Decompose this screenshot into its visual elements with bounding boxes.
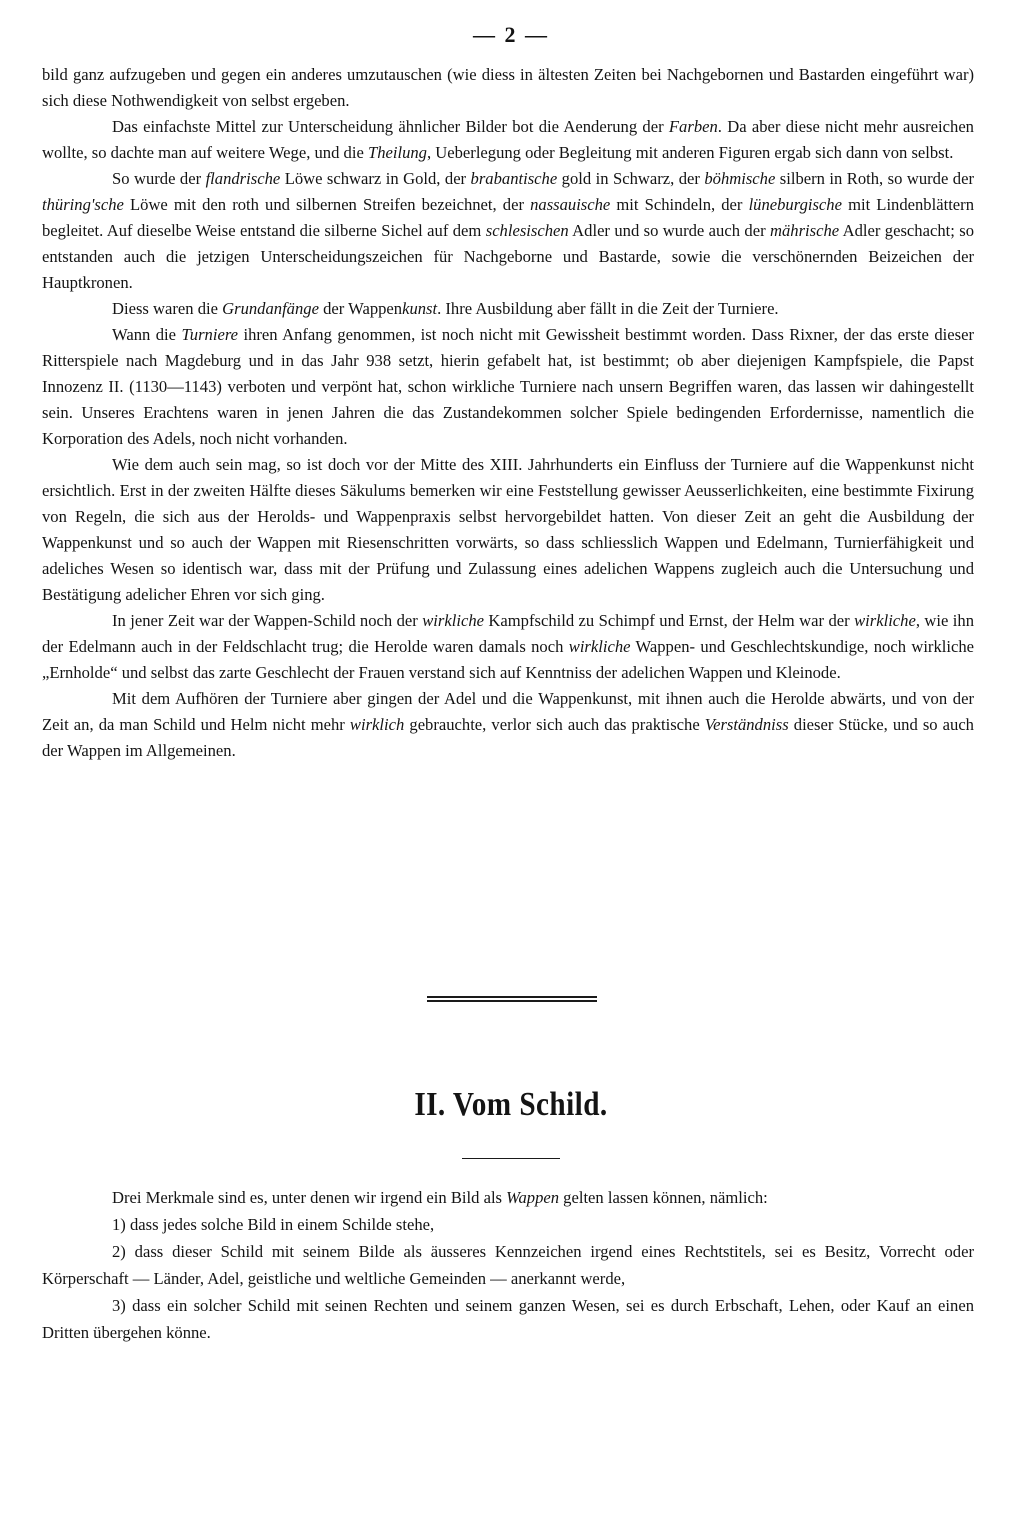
section-paragraph: [42, 1184, 974, 1211]
text-run: . Ihre Ausbildung aber fällt in die Zeit der Turniere.: [437, 299, 779, 318]
italic-text: wirkliche: [854, 611, 916, 630]
italic-text: mährische: [770, 221, 840, 240]
text-run: Wie dem auch sein mag, so ist doch vor der Mitte des XIII. Jahrhunderts ein Einfluss der Turniere auf die Wappenkunst nicht ersichtlich. Erst in der zweiten Hälfte dieses Säkulums bemerken wir eine Feststellung gewisser Aeusserlichkeiten, eine bestimmte Fixirung von Regeln, die sich aus der Herolds- und Wappenpraxis selbst hervorgebildet hatten. Von dieser Zeit an geht die Ausbildung der Wappenkunst und so auch der Wappen mit Riesenschritten vorwärts, so dass schliesslich Wappen und Edelmann, Turnierfähigkeit und adeliches Wesen so identisch war, dass mit der Prüfung und Zulassung eines adelichen Wappens zugleich auch die Untersuchung und Bestätigung adelicher Ehren vor sich ging.: [42, 455, 974, 604]
main-text-body: [42, 62, 974, 764]
text-run: Mit dem Aufhören der Turniere aber gingen der Adel und die Wappenkunst, mit ihnen auch die Herolde abwärts, und von der Zeit an, da man Schild und Helm nicht mehr: [42, 689, 974, 734]
italic-text: Turniere: [181, 325, 239, 344]
section-list-item: [42, 1211, 974, 1238]
italic-text: kunst: [402, 299, 438, 318]
text-run: Adler und so wurde auch der: [568, 221, 770, 240]
paragraph: [42, 322, 974, 452]
text-run: gold in Schwarz, der: [557, 169, 705, 188]
paragraph: [42, 114, 974, 166]
text-run: 2) dass dieser Schild mit seinem Bilde als äusseres Kennzeichen irgend eines Rechtstitels, sei es Besitz, Vorrecht oder Körperschaft — Länder, Adel, geistliche und weltliche Gemeinden — anerkannt werde,: [42, 1242, 974, 1288]
italic-text: nassauische: [530, 195, 611, 214]
text-run: bild ganz aufzugeben und gegen ein anderes umzutauschen (wie diess in ältesten Zeiten bei Nachgebornen und Bastarden eingeführt war) sich diese Nothwendigkeit von selbst ergeben.: [42, 65, 974, 110]
italic-text: Farben: [668, 117, 718, 136]
italic-text: thüring'sche: [42, 195, 124, 214]
text-run: mit Lindenblättern begleitet. Auf dieselbe Weise entstand die silberne Sichel auf dem: [42, 195, 974, 240]
italic-text: wirkliche: [568, 637, 631, 656]
text-run: Adler geschacht; so entstanden auch die jetzigen Unterscheidungszeichen für Nachgeborne und Bastarde, sowie die verschönernden Beizeichen der Hauptkronen.: [42, 221, 974, 292]
text-run: silbern in Roth, so wurde der: [775, 169, 974, 188]
italic-text: Wappen: [506, 1188, 560, 1207]
italic-text: wirklich: [349, 715, 405, 734]
italic-text: Theilung: [367, 143, 427, 162]
text-run: Löwe mit den roth und silbernen Streifen bezeichnet, der: [123, 195, 531, 214]
section-list-item: [42, 1292, 974, 1346]
text-run: 3) dass ein solcher Schild mit seinen Rechten und seinem ganzen Wesen, sei es durch Erbschaft, Lehen, oder Kauf an einen Dritten übergehen könne.: [42, 1296, 974, 1342]
text-run: dieser Stücke, und so auch der Wappen im Allgemeinen.: [42, 715, 974, 760]
italic-text: flandrische: [205, 169, 281, 188]
section-text-body: [42, 1184, 974, 1346]
title-underline: [462, 1158, 560, 1159]
text-run: Wann die: [112, 325, 182, 344]
text-run: mit Schindeln, der: [610, 195, 749, 214]
paragraph: [42, 62, 974, 114]
italic-text: wirkliche: [422, 611, 484, 630]
text-run: der Wappen: [318, 299, 403, 318]
text-run: , wie ihn der Edelmann auch in der Feldschlacht trug; die Herolde waren damals noch: [42, 611, 974, 656]
text-run: Das einfachste Mittel zur Unterscheidung ähnlicher Bilder bot die Aenderung der: [112, 117, 669, 136]
text-run: 1) dass jedes solche Bild in einem Schilde stehe,: [112, 1215, 435, 1234]
italic-text: lüneburgische: [748, 195, 842, 214]
text-run: Löwe schwarz in Gold, der: [280, 169, 471, 188]
text-run: Drei Merkmale sind es, unter denen wir irgend ein Bild als: [112, 1188, 507, 1207]
paragraph: [42, 296, 974, 322]
text-run: Kampfschild zu Schimpf und Ernst, der Helm war der: [483, 611, 855, 630]
italic-text: Grundanfänge: [222, 299, 319, 318]
text-run: So wurde der: [112, 169, 206, 188]
text-run: gelten lassen können, nämlich:: [559, 1188, 768, 1207]
text-run: In jener Zeit war der Wappen-Schild noch der: [112, 611, 423, 630]
italic-text: böhmische: [704, 169, 776, 188]
italic-text: schlesischen: [485, 221, 569, 240]
italic-text: Verständniss: [704, 715, 789, 734]
paragraph: [42, 686, 974, 764]
text-run: , Ueberlegung oder Begleitung mit anderen Figuren ergab sich dann von selbst.: [426, 143, 954, 162]
text-run: ihren Anfang genommen, ist noch nicht mit Gewissheit bestimmt worden. Dass Rixner, der das erste dieser Ritterspiele nach Magdeburg und in das Jahr 938 setzt, hierin gefabelt hat, ist bestimmt; ob aber diejenigen Kampfspiele, die Papst Innozenz II. (1130—1143) verboten und verpönt hat, schon wirkliche Turniere nach unsern Begriffen waren, das lassen wir dahingestellt sein. Unseres Erachtens waren in jenen Jahren die das Zustandekommen solcher Spiele bedingenden Erfordernisse, namentlich die Korporation des Adels, noch nicht vorhanden.: [42, 325, 974, 448]
text-run: . Da aber diese nicht mehr ausreichen wollte, so dachte man auf weitere Wege, und die: [42, 117, 974, 162]
text-run: gebrauchte, verlor sich auch das praktische: [404, 715, 705, 734]
paragraph: [42, 452, 974, 608]
text-run: Wappen- und Geschlechtskundige, noch wirkliche „Ernholde“ und selbst das zarte Geschlecht der Frauen verstand sich auf Kenntniss der adelichen Wappen und Kleinode.: [42, 637, 974, 682]
section-title: II. Vom Schild.: [414, 1086, 608, 1123]
text-run: Diess waren die: [112, 299, 223, 318]
paragraph: [42, 608, 974, 686]
page-number: — 2 —: [473, 22, 549, 47]
paragraph: [42, 166, 974, 296]
italic-text: brabantische: [470, 169, 558, 188]
section-list-item: [42, 1238, 974, 1292]
section-divider-double: [427, 996, 597, 1002]
